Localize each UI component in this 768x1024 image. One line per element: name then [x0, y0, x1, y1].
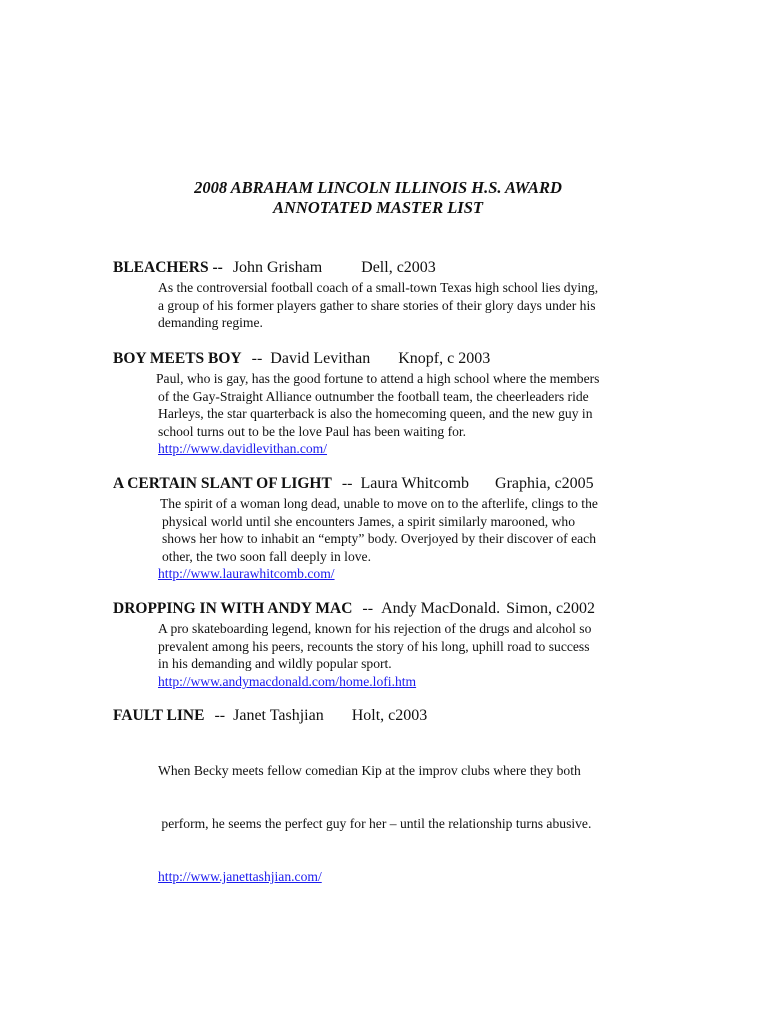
description-line: a group of his former players gather to share stories of their glory days under his	[158, 297, 596, 313]
author-website-link[interactable]: http://www.davidlevithan.com/	[158, 441, 328, 457]
book-description	[158, 727, 673, 868]
book-title: FAULT LINE	[113, 707, 205, 724]
book-publisher: Knopf, c 2003	[398, 350, 491, 367]
entry-heading	[113, 474, 673, 494]
description-line: physical world until she encounters James, a spirit similarly marooned, who	[162, 513, 576, 529]
book-publisher: Holt, c2003	[351, 707, 428, 724]
separator: --	[362, 600, 374, 617]
book-description	[156, 370, 673, 440]
document-title-line1: 2008 ABRAHAM LINCOLN ILLINOIS H.S. AWARD	[194, 178, 562, 197]
separator: --	[214, 707, 226, 724]
book-author: Laura Whitcomb	[360, 475, 470, 492]
description-line: A pro skateboarding legend, known for his rejection of the drugs and alcohol so	[158, 621, 592, 636]
book-description	[160, 495, 673, 565]
description-line: of the Gay-Straight Alliance outnumber the football team, the cheerleaders ride	[158, 388, 589, 404]
book-entry	[113, 258, 673, 332]
description-line: other, the two soon fall deeply in love.	[162, 548, 371, 564]
separator: --	[341, 475, 353, 492]
description-line: school turns out to be the love Paul has been waiting for.	[158, 423, 467, 439]
book-entry	[113, 599, 673, 690]
entry-heading	[113, 258, 673, 278]
entry-heading	[113, 349, 673, 369]
description-line: Harleys, the star quarterback is also the homecoming queen, and the new guy in	[158, 406, 593, 422]
description-line: prevalent among his peers, recounts the story of his long, uphill road to success	[158, 638, 590, 654]
separator: --	[251, 350, 263, 367]
book-description	[158, 279, 673, 332]
entry-heading	[113, 706, 673, 726]
book-author: David Levithan	[270, 350, 371, 367]
description-line: shows her how to inhabit an “empty” body. Overjoyed by their discover of each	[162, 531, 596, 547]
book-publisher: Graphia, c2005	[495, 475, 594, 492]
author-website-link[interactable]: http://www.andymacdonald.com/home.lofi.htm	[158, 673, 417, 689]
book-entry	[113, 474, 673, 583]
book-title: BOY MEETS BOY	[113, 350, 242, 367]
book-publisher: Simon, c2002	[506, 600, 596, 617]
book-entry	[113, 349, 673, 458]
description-line: in his demanding and wildly popular sport.	[158, 656, 392, 672]
author-website-link[interactable]: http://www.laurawhitcomb.com/	[158, 566, 335, 582]
book-description	[158, 620, 673, 673]
description-line: When Becky meets fellow comedian Kip at the improv clubs where they both	[158, 763, 581, 779]
entry-heading	[113, 599, 673, 619]
book-author: Andy MacDonald.	[381, 600, 501, 617]
book-title: DROPPING IN WITH ANDY MAC	[113, 600, 353, 617]
book-entry	[113, 706, 673, 885]
description-line: demanding regime.	[158, 315, 263, 331]
author-website-link[interactable]: http://www.janettashjian.com/	[158, 868, 322, 884]
book-title: BLEACHERS --	[113, 259, 223, 276]
description-line: Paul, who is gay, has the good fortune to attend a high school where the members	[156, 371, 600, 386]
book-author: Janet Tashjian	[233, 707, 324, 724]
description-line: The spirit of a woman long dead, unable to move on to the afterlife, clings to the	[160, 496, 598, 511]
book-publisher: Dell, c2003	[361, 259, 436, 276]
book-title: A CERTAIN SLANT OF LIGHT	[113, 475, 332, 492]
book-author: John Grisham	[232, 259, 323, 276]
document-title-line2: ANNOTATED MASTER LIST	[273, 198, 483, 217]
description-line: perform, he seems the perfect guy for her – until the relationship turns abusive.	[158, 815, 592, 831]
description-line: As the controversial football coach of a small-town Texas high school lies dying,	[158, 280, 599, 295]
